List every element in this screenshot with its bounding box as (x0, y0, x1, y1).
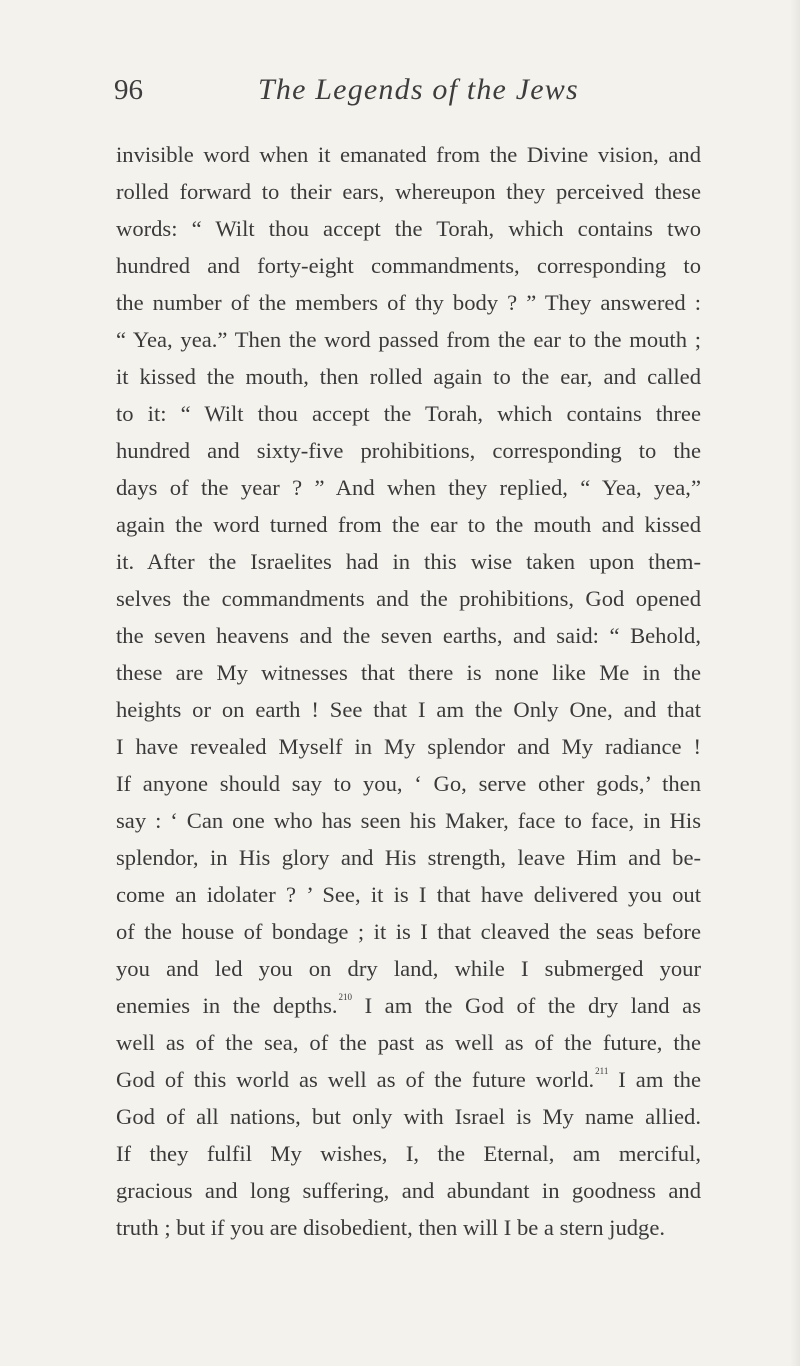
note-reference: 210 (338, 992, 353, 1002)
page-edge-shadow (790, 0, 800, 1366)
text-segment: God of this world as well as of the future world. (116, 1067, 595, 1092)
text-line: well as of the sea, of the past as well as of the future, the (116, 1030, 701, 1055)
note-reference: 211 (595, 1066, 609, 1076)
text-line: it. After the Israelites had in this wise taken upon them- (116, 549, 701, 574)
text-line: words: “ Wilt thou accept the Torah, which contains two (116, 216, 701, 241)
text-line: splendor, in His glory and His strength, leave Him and be- (116, 845, 701, 870)
body-text (116, 136, 701, 1246)
text-line: gracious and long suffering, and abundant in goodness and (116, 1178, 701, 1203)
text-line: of the house of bondage ; it is I that cleaved the seas before (116, 919, 701, 944)
text-line: hundred and sixty-five prohibitions, corresponding to the (116, 438, 701, 463)
text-line-with-note (116, 987, 701, 1024)
text-line: invisible word when it emanated from the Divine vision, and (116, 142, 701, 167)
page-number: 96 (114, 74, 143, 106)
text-line: come an idolater ? ’ See, it is I that have delivered you out (116, 882, 701, 907)
text-line: selves the commandments and the prohibitions, God opened (116, 586, 701, 611)
text-line: God of all nations, but only with Israel is My name allied. (116, 1104, 701, 1129)
text-line: these are My witnesses that there is none like Me in the (116, 660, 701, 685)
text-line: days of the year ? ” And when they replied, “ Yea, yea,” (116, 475, 701, 500)
page-header (0, 68, 800, 112)
text-line: If they fulfil My wishes, I, the Eternal, am merciful, (116, 1141, 701, 1166)
text-line: the seven heavens and the seven earths, and said: “ Behold, (116, 623, 701, 648)
text-line-with-note (116, 1061, 701, 1098)
text-line: it kissed the mouth, then rolled again to the ear, and called (116, 364, 701, 389)
text-segment: I am the God of the dry land as (352, 993, 701, 1018)
text-line: to it: “ Wilt thou accept the Torah, which contains three (116, 401, 701, 426)
text-line: say : ‘ Can one who has seen his Maker, face to face, in His (116, 808, 701, 833)
text-line: again the word turned from the ear to the mouth and kissed (116, 512, 701, 537)
text-line-last: truth ; but if you are disobedient, then will I be a stern judge. (116, 1215, 666, 1240)
text-line: hundred and forty-eight commandments, corresponding to (116, 253, 701, 278)
text-line: you and led you on dry land, while I submerged your (116, 956, 701, 981)
text-line: the number of the members of thy body ? ” They answered : (116, 290, 701, 315)
text-line: heights or on earth ! See that I am the Only One, and that (116, 697, 701, 722)
text-segment: I am the (608, 1067, 701, 1092)
text-line: “ Yea, yea.” Then the word passed from the ear to the mouth ; (116, 327, 701, 352)
text-line: I have revealed Myself in My splendor and My radiance ! (116, 734, 701, 759)
text-line: If anyone should say to you, ‘ Go, serve other gods,’ then (116, 771, 701, 796)
running-title: The Legends of the Jews (258, 73, 579, 106)
text-line: rolled forward to their ears, whereupon they perceived these (116, 179, 701, 204)
text-segment: enemies in the depths. (116, 993, 338, 1018)
